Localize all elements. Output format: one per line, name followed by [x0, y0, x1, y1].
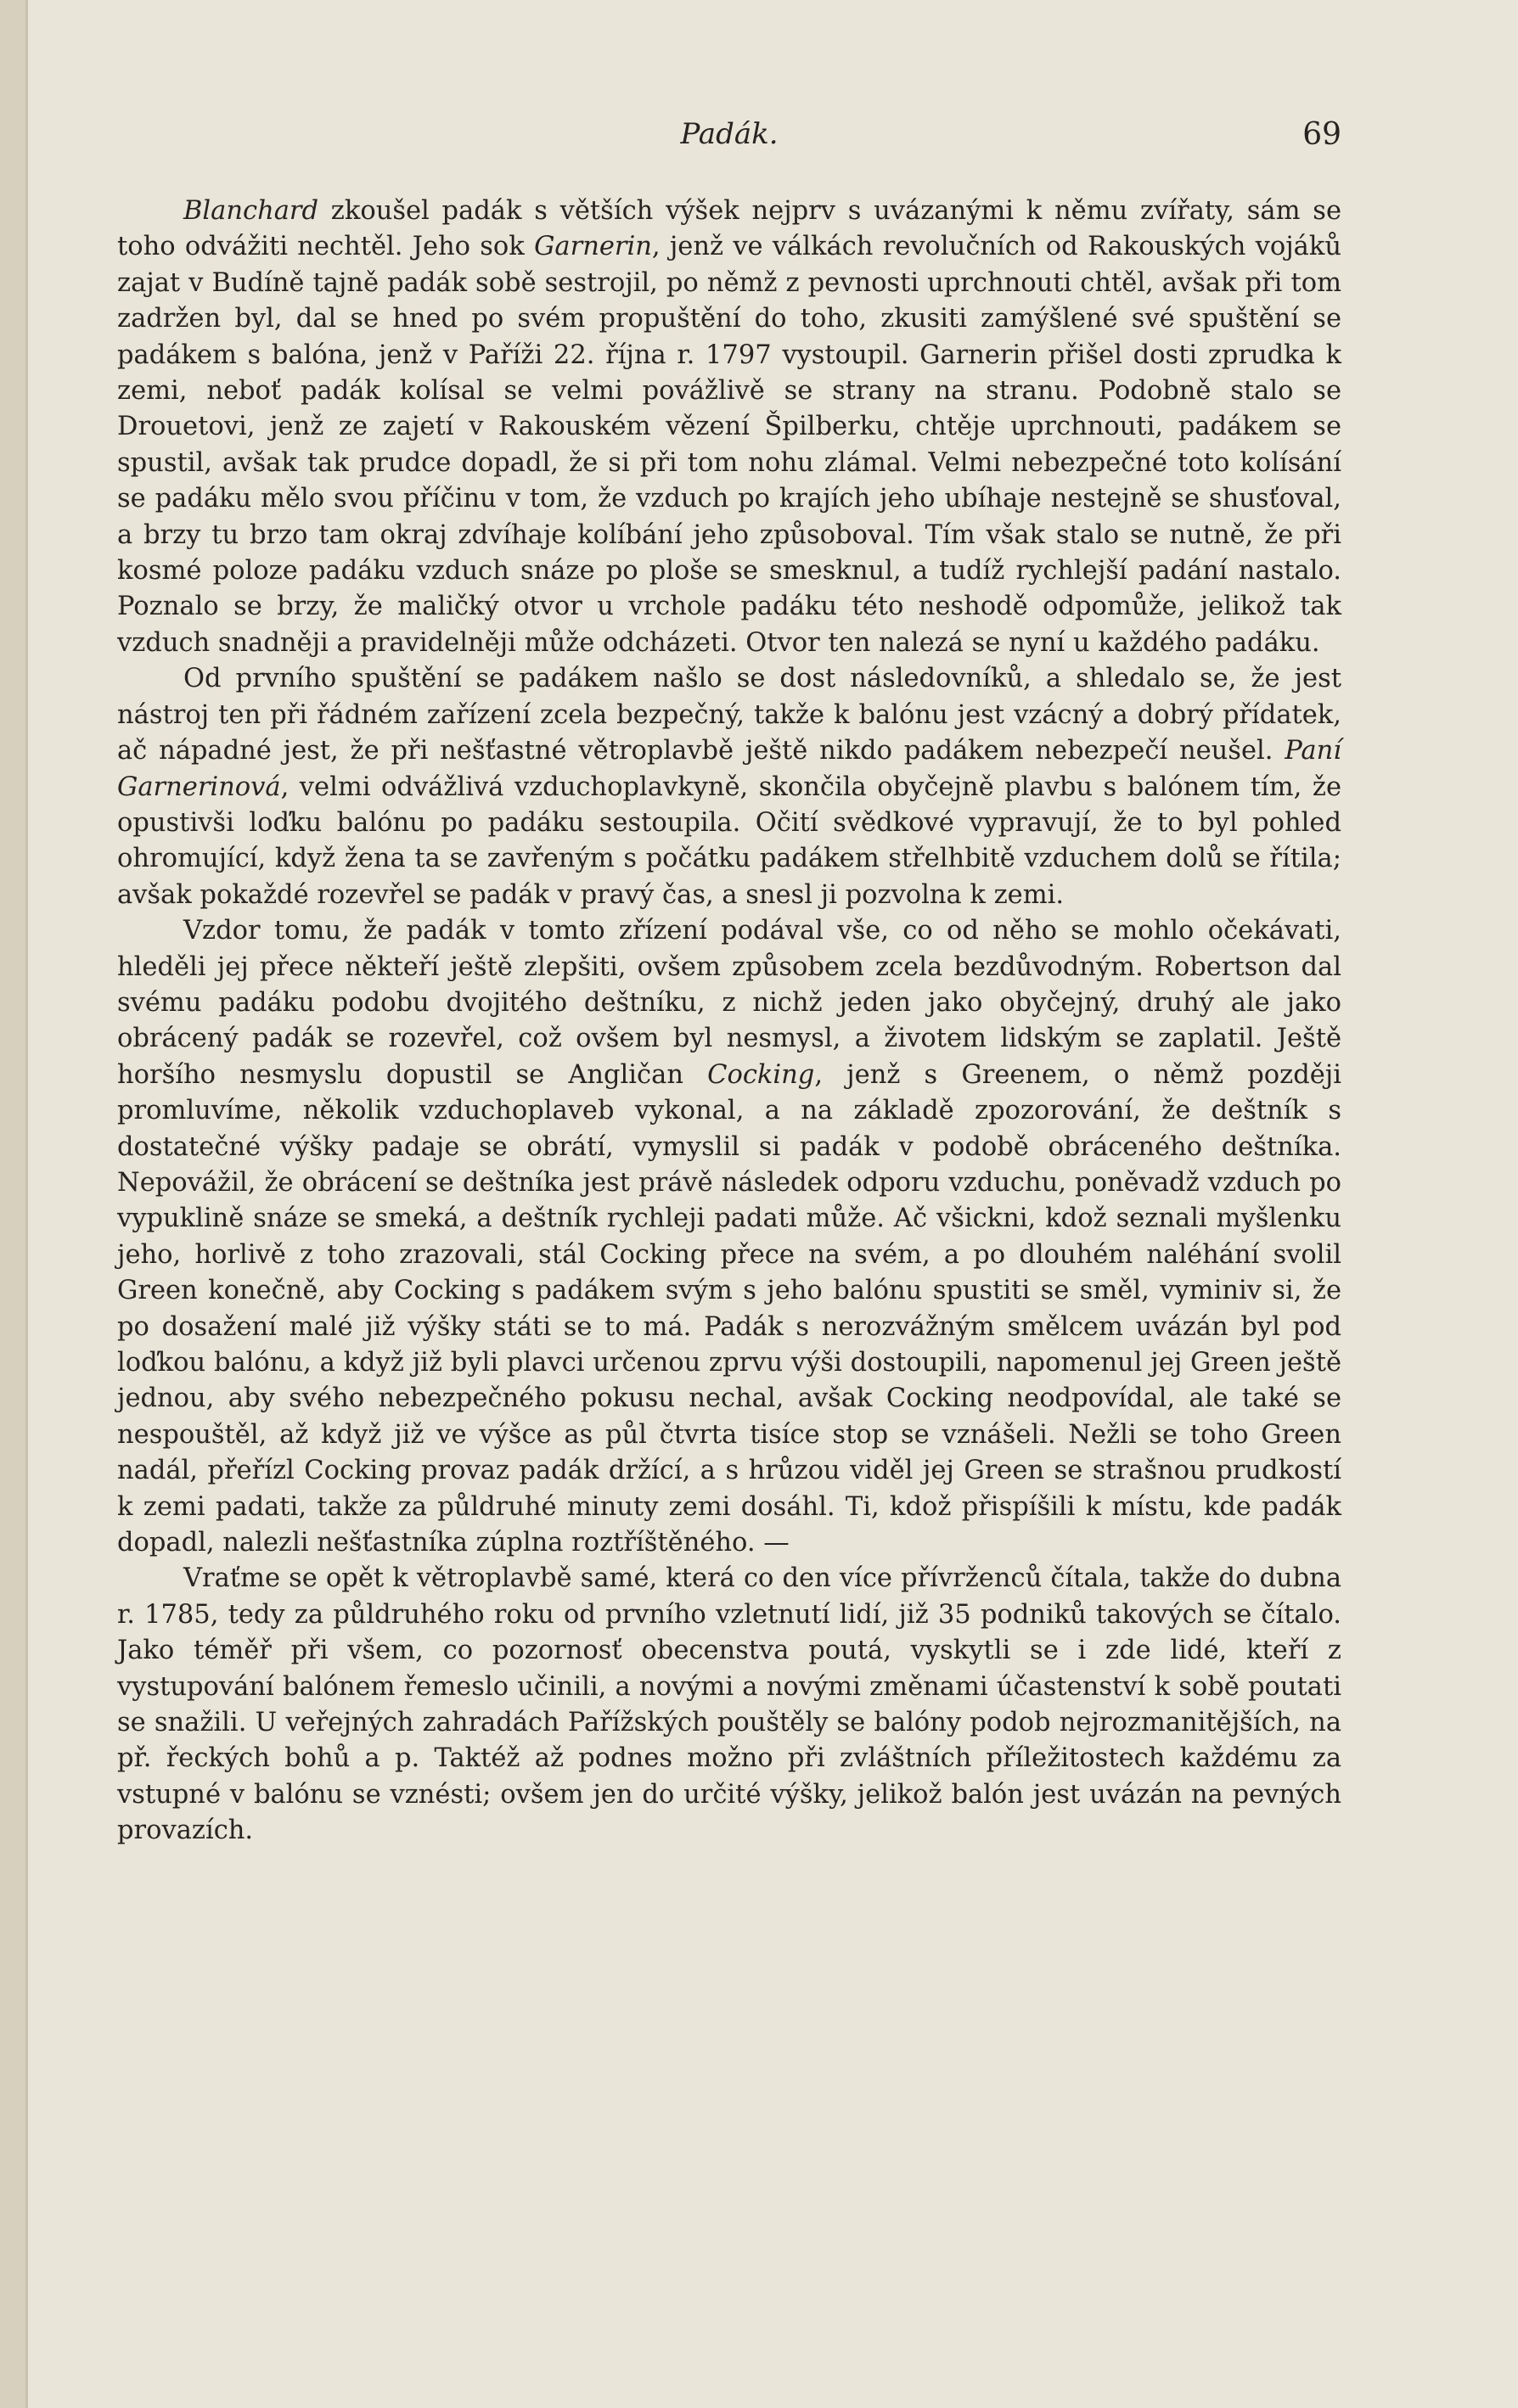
body-text: [117, 194, 1341, 1850]
italic-run: Cocking: [707, 1059, 815, 1090]
italic-run: Paní Garnerinová: [117, 736, 1341, 802]
text-run: Vraťme se opět k větroplavbě samé, která co den více přívrženců čítala, takže do dubna r. 1785, tedy za půldruhého roku od prvního vzletnutí lidí, již 35 podniků takových se čítalo. Jako téměř při všem, co pozornosť obecenstva poutá, vyskytli se i zde lidé, kteří z vystupování balónem řemeslo učinili, a novými a novými změnami účastenství k sobě poutati se snažili. U veřejných zahradách Pařížských pouštěly se balóny podob nejrozmanitějších, na př. řeckých bohů a p. Taktéž až podnes možno při zvláštních příležitostech každému za vstupné v balónu se vznésti; ovšem jen do určité výšky, jelikož balón jest uvázán na pevných provazích.: [117, 1563, 1341, 1846]
italic-run: Garnerin: [534, 232, 652, 262]
text-run: Od prvního spuštění se padákem našlo se dost následovníků, a shledalo se, že jest nástroj ten při řádném zařízení zcela bezpečný, takže k balónu jest vzácný a dobrý přídatek, ač nápadné jest, že při nešťastné větroplavbě ještě nikdo padákem nebezpečí neušel.: [117, 664, 1341, 766]
text-run: zkoušel padák s větších výšek nejprv s uvázanými k němu zvířaty, sám se toho odvážiti nechtěl. Jeho sok: [117, 196, 1341, 262]
paragraph: [117, 913, 1341, 1561]
text-run: , jenž s Greenem, o němž později promluvíme, několik vzduchoplaveb vykonal, a na základě zpozorování, že deštník s dostatečné výšky padaje se obrátí, vymyslil si padák v podobě obráceného deštníka. Nepovážil, že obrácení se deštníka jest právě následek odporu vzduchu, poněvadž vzduch po vypuklině snáze se smeká, a deštník rychleji padati může. Ač všickni, kdož seznali myšlenku jeho, horlivě z toho zrazovali, stál Cocking přece na svém, a po dlouhém naléhání svolil Green konečně, aby Cocking s padákem svým s jeho balónu spustiti se směl, vyminiv si, že po dosažení malé již výšky státi se to má. Padák s nerozvážným smělcem uvázán byl pod loďkou balónu, a když již byli plavci určenou zprvu výši dostoupili, napomenul jej Green ještě jednou, aby svého nebezpečného pokusu nechal, avšak Cocking neodpovídal, ale také se nespouštěl, až když již ve výšce as půl čtvrta tisíce stop se vznášeli. Nežli se toho Green nadál, přeřízl Cocking provaz padák držící, a s hrůzou viděl jej Green se strašnou prudkostí k zemi padati, takže za půldruhé minuty zemi dosáhl. Ti, kdož přispíšili k místu, kde padák dopadl, nalezli nešťastníka zúplna roztříštěného. —: [117, 1059, 1341, 1558]
running-title: Padák.: [680, 117, 779, 151]
paragraph: [117, 1561, 1341, 1849]
page-gutter: [0, 0, 25, 2408]
running-head: [117, 117, 1341, 154]
text-run: , velmi odvážlivá vzduchoplavkyně, skončila obyčejně plavbu s balónem tím, že opustivši loďku balónu po padáku sestoupila. Očití svědkové vypravují, že to byl pohled ohromující, když žena ta se zavřeným s počátku padákem střelhbitě vzduchem dolů se řítila; avšak pokaždé rozevřel se padák v pravý čas, a snesl ji pozvolna k zemi.: [117, 772, 1341, 910]
italic-run: Blanchard: [183, 196, 319, 226]
paragraph: [117, 194, 1341, 661]
text-run: Vzdor tomu, že padák v tomto zřízení podával vše, co od něho se mohlo očekávati, hleděli jej přece někteří ještě zlepšiti, ovšem způsobem zcela bezdůvodným. Robertson dal svému padáku podobu dvojitého deštníku, z nichž jeden jako obyčejný, druhý ale jako obrácený padák se rozevřel, což ovšem byl nesmysl, a životem lidským se zaplatil. Ještě horšího nesmyslu dopustil se Angličan: [117, 916, 1341, 1090]
paragraph: [117, 661, 1341, 913]
page-number: 69: [1302, 117, 1341, 152]
gutter-edge: [25, 0, 28, 2408]
text-run: , jenž ve válkách revolučních od Rakouských vojáků zajat v Budíně tajně padák sobě sestrojil, po němž z pevnosti uprchnouti chtěl, avšak při tom zadržen byl, dal se hned po svém propuštění do toho, zkusiti zamýšlené své spuštění se padákem s balóna, jenž v Paříži 22. října r. 1797 vystoupil. Garnerin přišel dosti zprudka k zemi, neboť padák kolísal se velmi povážlivě se strany na stranu. Podobně stalo se Drouetovi, jenž ze zajetí v Rakouském vězení Špilberku, chtěje uprchnouti, padákem se spustil, avšak tak prudce dopadl, že si při tom nohu zlámal. Velmi nebezpečné toto kolísání se padáku mělo svou příčinu v tom, že vzduch po krajích jeho ubíhaje nestejně se shusťoval, a brzy tu brzo tam okraj zdvíhaje kolíbání jeho způsoboval. Tím však stalo se nutně, že při kosmé poloze padáku vzduch snáze po ploše se smesknul, a tudíž rychlejší padání nastalo. Poznalo se brzy, že maličký otvor u vrchole padáku této neshodě odpomůže, jelikož tak vzduch snadněji a pravidelněji může odcházeti. Otvor ten nalezá se nyní u každého padáku.: [117, 232, 1341, 658]
